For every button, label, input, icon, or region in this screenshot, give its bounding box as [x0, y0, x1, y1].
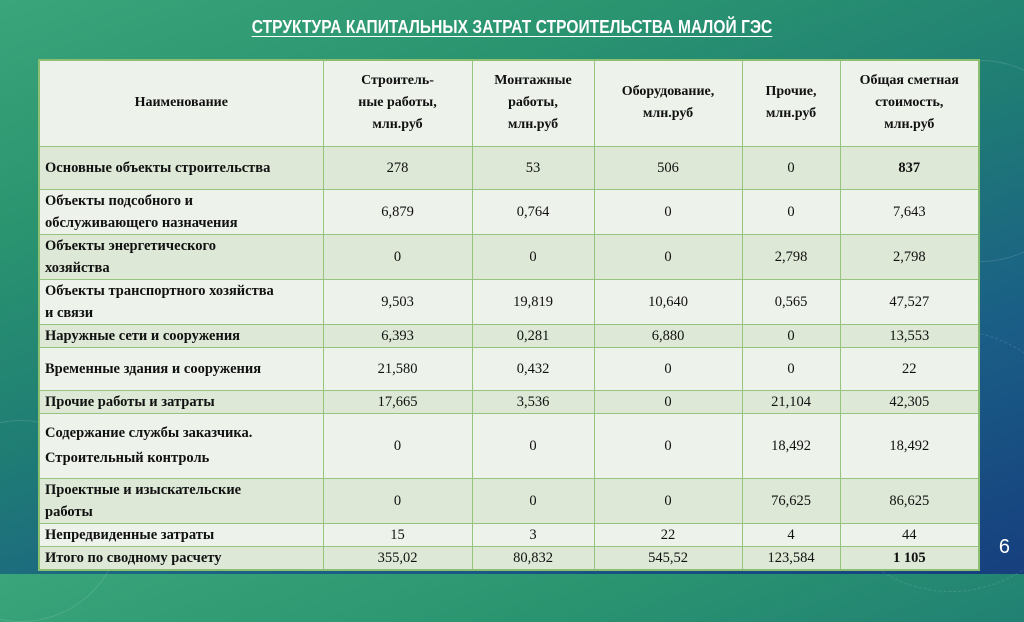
row-name: Основные объекты строительства [39, 146, 323, 189]
cell-total: 42,305 [840, 390, 979, 413]
cell-total: 18,492 [840, 413, 979, 478]
capital-costs-table [38, 59, 980, 571]
cell-other: 2,798 [742, 234, 840, 279]
cell-construction: 6,879 [323, 189, 472, 234]
cell-other: 0 [742, 347, 840, 390]
cell-installation: 19,819 [472, 279, 594, 324]
cell-installation: 0 [472, 478, 594, 523]
cell-equipment: 10,640 [594, 279, 742, 324]
cell-other: 0,565 [742, 279, 840, 324]
cell-other: 0 [742, 189, 840, 234]
cell-construction: 6,393 [323, 324, 472, 347]
header-other: Прочие, млн.руб [742, 60, 840, 146]
cell-total: 47,527 [840, 279, 979, 324]
cell-other: 4 [742, 523, 840, 546]
cell-total: 86,625 [840, 478, 979, 523]
header-total: Общая сметная стоимость, млн.руб [840, 60, 979, 146]
cell-construction: 17,665 [323, 390, 472, 413]
cell-construction: 9,503 [323, 279, 472, 324]
cell-other: 123,584 [742, 546, 840, 570]
cell-equipment: 0 [594, 390, 742, 413]
row-name: Объекты подсобного и обслуживающего назначения [39, 189, 323, 234]
cell-installation: 53 [472, 146, 594, 189]
table-row [39, 234, 979, 279]
row-name: Непредвиденные затраты [39, 523, 323, 546]
cell-total: 13,553 [840, 324, 979, 347]
cell-equipment: 22 [594, 523, 742, 546]
cell-total: 44 [840, 523, 979, 546]
cell-construction: 278 [323, 146, 472, 189]
cell-equipment: 0 [594, 189, 742, 234]
cell-equipment: 0 [594, 234, 742, 279]
cell-construction: 0 [323, 234, 472, 279]
row-name: Временные здания и сооружения [39, 347, 323, 390]
cell-installation: 3 [472, 523, 594, 546]
cell-equipment: 0 [594, 347, 742, 390]
row-name: Проектные и изыскательские работы [39, 478, 323, 523]
table-row [39, 478, 979, 523]
cell-construction: 0 [323, 478, 472, 523]
cell-construction: 21,580 [323, 347, 472, 390]
cell-installation: 0,281 [472, 324, 594, 347]
header-construction: Строитель- ные работы, млн.руб [323, 60, 472, 146]
table-header-row [39, 60, 979, 146]
table-row [39, 279, 979, 324]
cell-other: 18,492 [742, 413, 840, 478]
page-number: 6 [998, 536, 1010, 558]
cell-equipment: 0 [594, 478, 742, 523]
cell-other: 21,104 [742, 390, 840, 413]
cell-other: 76,625 [742, 478, 840, 523]
table-row [39, 189, 979, 234]
cell-total: 1 105 [840, 546, 979, 570]
header-equipment: Оборудование, млн.руб [594, 60, 742, 146]
cell-other: 0 [742, 324, 840, 347]
row-name: Прочие работы и затраты [39, 390, 323, 413]
cell-installation: 3,536 [472, 390, 594, 413]
cell-installation: 0,764 [472, 189, 594, 234]
row-name: Объекты энергетического хозяйства [39, 234, 323, 279]
table-row-total [39, 546, 979, 570]
cell-equipment: 6,880 [594, 324, 742, 347]
cell-construction: 15 [323, 523, 472, 546]
cell-equipment: 0 [594, 413, 742, 478]
cell-installation: 0 [472, 234, 594, 279]
row-name: Объекты транспортного хозяйства и связи [39, 279, 323, 324]
slide-title: СТРУКТУРА КАПИТАЛЬНЫХ ЗАТРАТ СТРОИТЕЛЬСТВА МАЛОЙ ГЭС [251, 17, 773, 37]
row-name: Итого по сводному расчету [39, 546, 323, 570]
table-row [39, 413, 979, 478]
cell-total: 2,798 [840, 234, 979, 279]
table-row [39, 347, 979, 390]
cell-total: 837 [840, 146, 979, 189]
cell-total: 7,643 [840, 189, 979, 234]
row-name: Содержание службы заказчика. Строительный контроль [39, 413, 323, 478]
cell-equipment: 545,52 [594, 546, 742, 570]
cell-installation: 80,832 [472, 546, 594, 570]
table-row [39, 324, 979, 347]
header-installation: Монтажные работы, млн.руб [472, 60, 594, 146]
table-row [39, 390, 979, 413]
cell-other: 0 [742, 146, 840, 189]
table-row [39, 523, 979, 546]
cell-construction: 355,02 [323, 546, 472, 570]
header-name: Наименование [39, 60, 323, 146]
cell-construction: 0 [323, 413, 472, 478]
row-name: Наружные сети и сооружения [39, 324, 323, 347]
cell-total: 22 [840, 347, 979, 390]
cell-installation: 0 [472, 413, 594, 478]
table-row [39, 146, 979, 189]
cell-installation: 0,432 [472, 347, 594, 390]
cell-equipment: 506 [594, 146, 742, 189]
